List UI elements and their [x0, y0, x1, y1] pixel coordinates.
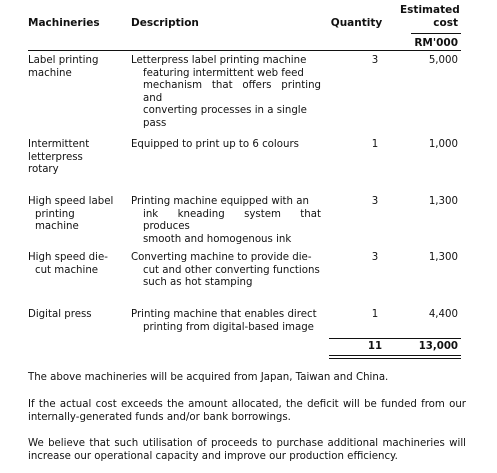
row-5-machine — [28, 309, 121, 322]
header-rule — [28, 50, 461, 51]
total-cost: 13,000 — [418, 341, 458, 352]
row-3-quantity: 3 — [371, 196, 379, 207]
row-4-description-line: such as hot stamping — [143, 277, 253, 289]
row-3-description-line: ink kneading system that produces — [143, 208, 321, 233]
header-rule-cost — [411, 33, 461, 34]
row-2-machine-line: rotary — [28, 164, 59, 176]
total-rule-bottom-1 — [329, 355, 461, 356]
row-3-machine-line: printing machine — [35, 208, 79, 233]
row-5-quantity: 1 — [371, 309, 379, 320]
row-5-description-line: Printing machine that enables direct — [131, 309, 317, 320]
row-3-description — [131, 196, 321, 246]
row-4-machine — [28, 252, 121, 277]
row-5-machine-line: Digital press — [28, 309, 92, 320]
row-2-machine — [28, 139, 121, 177]
row-4-quantity: 3 — [371, 252, 379, 263]
paragraph-acquisition-source: The above machineries will be acquired from Japan, Taiwan and China. — [28, 372, 389, 383]
header-estimated-cost — [400, 4, 458, 30]
row-4-description — [131, 252, 321, 290]
row-1-description-line: featuring intermittent web feed — [143, 67, 304, 79]
header-cost-line2: cost — [433, 17, 458, 29]
paragraph-funding-deficit: If the actual cost exceeds the amount allocated, the deficit will be funded from our internally-generated funds and/or bank borrowings. — [28, 399, 466, 423]
row-2-description — [131, 139, 321, 152]
row-5-cost: 4,400 — [428, 309, 458, 320]
row-1-description-line: pass — [143, 117, 167, 129]
header-description: Description — [131, 17, 199, 29]
row-3-machine-line: High speed label — [28, 196, 114, 207]
row-1-machine-line: Label printing — [28, 55, 99, 66]
row-2-quantity: 1 — [371, 139, 379, 150]
row-4-description-line: cut and other converting functions — [143, 264, 320, 276]
header-machineries: Machineries — [28, 17, 100, 29]
total-rule-bottom-2 — [329, 358, 461, 359]
row-1-cost: 5,000 — [428, 55, 458, 66]
row-1-description-line: mechanism that offers printing and — [143, 80, 321, 104]
row-3-machine — [28, 196, 121, 234]
row-1-description-line: Letterpress label printing machine — [131, 55, 307, 66]
row-1-machine — [28, 55, 121, 80]
row-4-cost: 1,300 — [428, 252, 458, 263]
paragraph-benefits: We believe that such utilisation of proceeds to purchase additional machineries will increase our operational capacity and improve our production efficiency. — [28, 438, 466, 462]
row-2-description-line: Equipped to print up to 6 colours — [131, 139, 299, 150]
row-4-machine-line: cut machine — [35, 264, 99, 276]
total-quantity: 11 — [367, 341, 383, 352]
row-1-description-line: converting processes in a single — [143, 105, 307, 117]
header-cost-line1: Estimated — [400, 4, 460, 16]
row-2-machine-line: Intermittent — [28, 139, 90, 150]
row-5-description-line: printing from digital-based image — [143, 321, 314, 333]
row-1-quantity: 3 — [371, 55, 379, 66]
row-4-description-line: Converting machine to provide die- — [131, 252, 312, 263]
row-1-machine-line: machine — [28, 67, 72, 79]
total-rule-top — [329, 338, 461, 339]
row-3-description-line: smooth and homogenous ink — [143, 233, 292, 245]
row-3-description-line: Printing machine equipped with an — [131, 196, 309, 207]
row-2-cost: 1,000 — [428, 139, 458, 150]
row-3-cost: 1,300 — [428, 196, 458, 207]
row-1-description — [131, 55, 321, 131]
header-cost-unit: RM'000 — [414, 37, 458, 49]
header-quantity: Quantity — [330, 17, 383, 29]
row-4-machine-line: High speed die- — [28, 252, 108, 263]
row-2-machine-line: letterpress — [28, 151, 83, 163]
row-5-description — [131, 309, 321, 334]
